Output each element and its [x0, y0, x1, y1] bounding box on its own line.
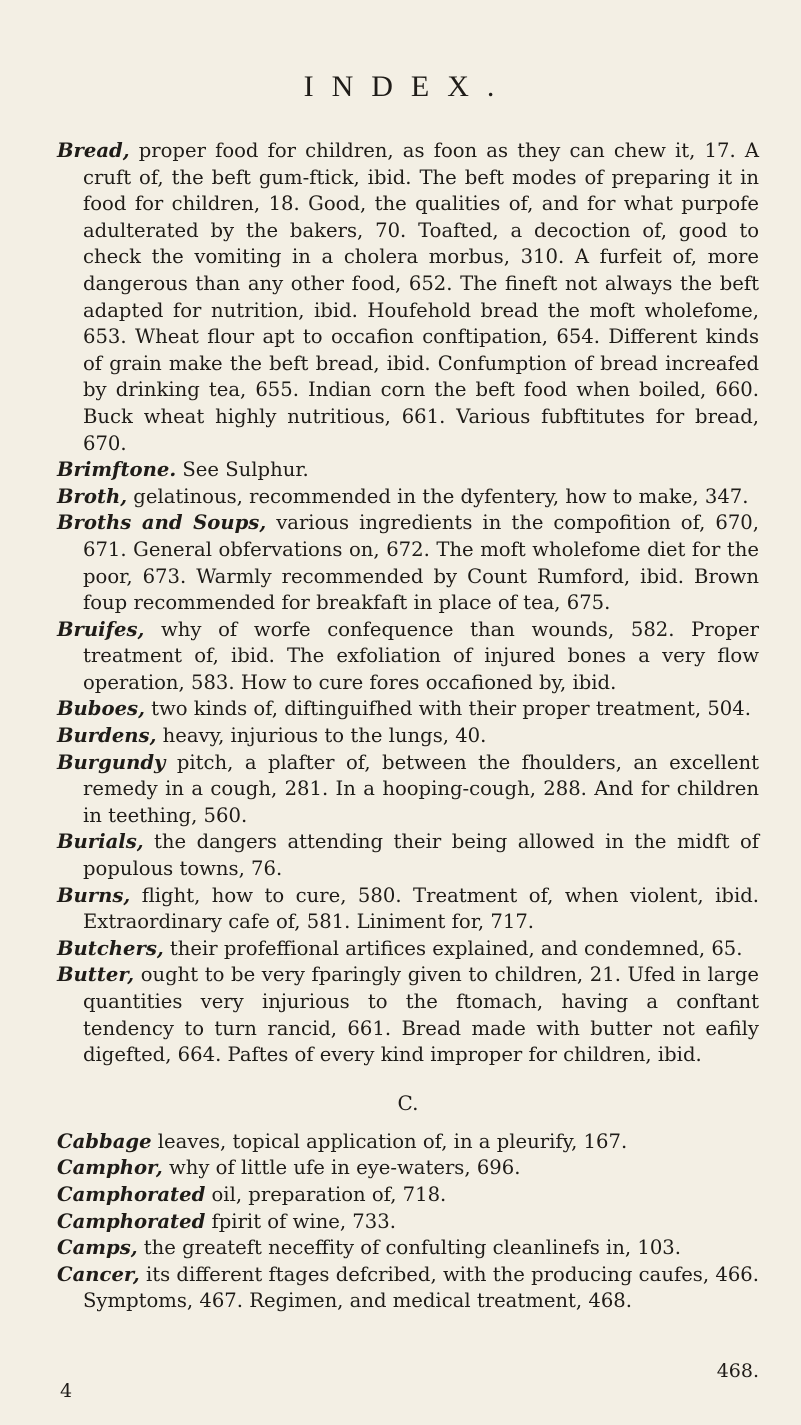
index-entry — [57, 829, 759, 882]
entry-text: why of little ufe in eye-waters, 696. — [162, 1156, 521, 1180]
entry-text: their profeffional artifices explained, and condemned, 65. — [163, 936, 743, 960]
entry-headword: Broth, — [57, 484, 128, 508]
index-entries-c — [57, 1129, 759, 1315]
index-entry — [57, 962, 759, 1068]
entry-headword: Camps, — [57, 1236, 138, 1260]
entry-text: proper food for children, as foon as they can chew it, 17. A cruft of, the beft gum-ftick, ibid. The beft modes of preparing it in food for children, 18. Good, the qualities of, and for what purpofe adulterated by the bakers, 70. Toafted, a decoction of, good to check the vomiting in a cholera morbus, 310. A furfeit of, more dangerous than any other food, 652. The fineft not always the beft adapted for nutrition, ibid. Houfehold bread the moft wholefome, 653. Wheat flour apt to occafion conftipation, 654. Different kinds of grain make the beft bread, ibid. Confumption of bread increafed by drinking tea, 655. Indian corn the beft food when boiled, 660. Buck wheat highly nutritious, 661. Various fubftitutes for bread, 670. — [83, 139, 759, 455]
entry-headword: Burgundy — [57, 750, 166, 774]
index-entry — [57, 936, 759, 963]
entry-headword: Camphorated — [57, 1209, 206, 1233]
entry-headword: Bruifes, — [57, 617, 145, 641]
entry-headword: Camphor, — [57, 1156, 163, 1180]
entry-headword: Burials, — [57, 830, 144, 854]
index-entry — [57, 1129, 759, 1156]
entry-text: ought to be very fparingly given to children, 21. Ufed in large quantities very injurious to the ftomach, having a conftant tendency to turn rancid, 661. Bread made with butter not eafily digefted, 664. Paftes of every kind improper for children, ibid. — [83, 963, 759, 1067]
entry-text: gelatinous, recommended in the dyfentery, how to make, 347. — [127, 484, 749, 508]
entry-headword: Burns, — [57, 883, 131, 907]
page-folio: 4 — [60, 1380, 73, 1402]
entry-text: pitch, a plafter of, between the fhoulders, an excellent remedy in a cough, 281. In a hooping-cough, 288. And for children in teething, 560. — [83, 750, 759, 827]
entry-text: oil, preparation of, 718. — [205, 1182, 447, 1206]
entry-text: heavy, injurious to the lungs, 40. — [156, 724, 487, 748]
entry-headword: Cabbage — [57, 1129, 152, 1153]
index-entry — [57, 457, 759, 484]
entry-text: leaves, topical application of, in a pleurify, 167. — [151, 1129, 628, 1153]
entry-text: fpirit of wine, 733. — [205, 1209, 396, 1233]
index-entry — [57, 617, 759, 697]
entry-text: two kinds of, diftinguifhed with their proper treatment, 504. — [144, 697, 751, 721]
index-entry — [57, 1262, 759, 1315]
index-entry — [57, 138, 759, 457]
entry-text: the dangers attending their being allowed in the midft of populous towns, 76. — [83, 830, 759, 881]
entry-headword: Camphorated — [57, 1182, 206, 1206]
index-entry — [57, 696, 759, 723]
entry-text: various ingredients in the compofition of, 670, 671. General obfervations on, 672. The moft wholefome diet for the poor, 673. Warmly recommended by Count Rumford, ibid. Brown foup recommended for breakfaft in place of tea, 675. — [83, 511, 759, 615]
entry-text: flight, how to cure, 580. Treatment of, when violent, ibid. Extraordinary cafe of, 581. Liniment for, 717. — [83, 883, 759, 934]
index-entry — [57, 723, 759, 750]
index-entry — [57, 510, 759, 616]
index-entries-b — [57, 138, 759, 1069]
index-entry — [57, 1209, 759, 1236]
entry-headword: Brimftone. — [57, 458, 177, 482]
index-entry — [57, 1182, 759, 1209]
entry-text: See Sulphur. — [176, 458, 309, 482]
entry-headword: Broths and Soups, — [57, 511, 267, 535]
index-entry — [57, 750, 759, 830]
entry-text: the greateft neceffity of confulting cleanlinefs in, 103. — [137, 1236, 681, 1260]
entry-text: why of worfe confequence than wounds, 582. Proper treatment of, ibid. The exfoliation of injured bones a very flow operation, 583. How to cure fores occafioned by, ibid. — [83, 617, 759, 694]
section-letter: C. — [397, 1090, 419, 1115]
entry-headword: Butchers, — [57, 936, 164, 960]
index-entry — [57, 1235, 759, 1262]
index-entry — [57, 484, 759, 511]
catchword: 468. — [716, 1360, 759, 1382]
index-entry — [57, 1155, 759, 1182]
entry-headword: Burdens, — [57, 724, 157, 748]
entry-text: its different ftages defcribed, with the producing caufes, 466. Symptoms, 467. Regimen, and medical treatment, 468. — [83, 1262, 759, 1313]
entry-headword: Buboes, — [57, 697, 145, 721]
running-head: INDEX. — [303, 70, 513, 103]
index-entry — [57, 883, 759, 936]
entry-headword: Butter, — [57, 963, 135, 987]
entry-headword: Bread, — [57, 139, 130, 162]
entry-headword: Cancer, — [57, 1262, 140, 1286]
